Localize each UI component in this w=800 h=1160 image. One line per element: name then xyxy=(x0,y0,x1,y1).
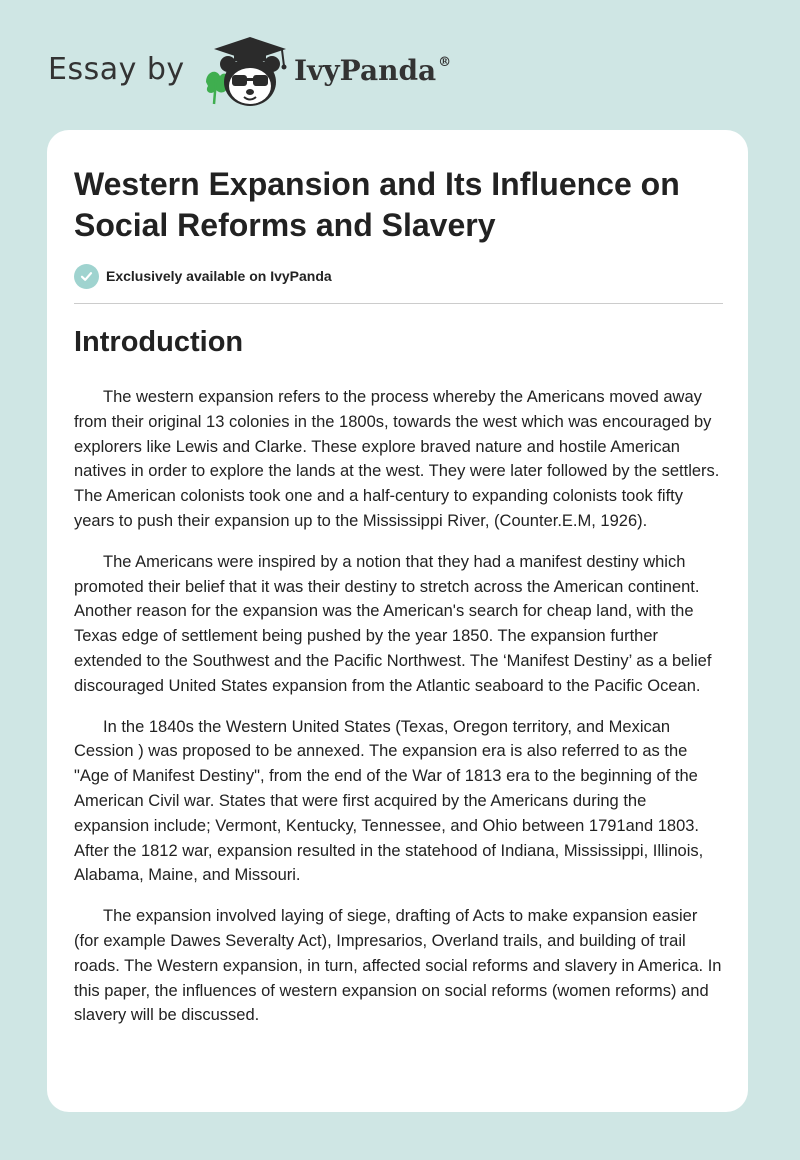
paragraph: The western expansion refers to the process whereby the Americans moved away from their original 13 colonies in the 1800s, towards the west which was encouraged by explorers like Lewis and Clarke. These explore braved nature and hostile American natives in order to explore the lands at the west. They were later followed by the settlers. The American colonists took one and a half-century to expanding colonists took fifty years to push their expansion up to the Mississippi River, (Counter.E.M, 1926). xyxy=(74,388,720,530)
site-header xyxy=(48,34,468,110)
paragraph: The Americans were inspired by a notion that they had a manifest destiny which promoted their belief that it was their destiny to stretch across the American continent. Another reason for the expansion was the American's search for cheap land, with the Texas edge of settlement being pushed by the year 1850. The expansion further extended to the Southwest and the Pacific Northwest. The ‘Manifest Destiny’ as a belief discouraged United States expansion from the Atlantic seaboard to the Pacific Ocean. xyxy=(74,552,712,695)
paragraph: In the 1840s the Western United States (Texas, Oregon territory, and Mexican Cession ) was proposed to be annexed. The expansion era is also referred to as the "Age of Manifest Destiny", from the end of the War of 1813 era to the beginning of the American Civil war. States that were first acquired by the Americans during the expansion include; Vermont, Kentucky, Tennessee, and Ohio between 1791and 1803. After the 1812 war, expansion resulted in the statehood of Indiana, Mississippi, Illinois, Alabama, Maine, and Missouri. xyxy=(74,717,704,885)
brand-name[interactable] xyxy=(294,54,451,87)
exclusive-badge-label: Exclusively available on IvyPanda xyxy=(106,268,332,284)
exclusive-badge xyxy=(74,263,332,289)
article-card xyxy=(47,130,748,1112)
paragraph: The expansion involved laying of siege, drafting of Acts to make expansion easier (for example Dawes Severalty Act), Impresarios, Overland trails, and building of trail roads. The Western expansion, in turn, affected social reforms and slavery in America. In this paper, the influences of western expansion on social reforms (women reforms) and slavery will be discussed. xyxy=(74,907,722,1025)
essay-by-label: Essay by xyxy=(48,52,185,87)
check-circle-icon xyxy=(74,264,99,289)
registered-mark: ® xyxy=(438,54,452,70)
article-body xyxy=(74,385,724,1044)
section-heading: Introduction xyxy=(74,326,244,358)
brand-name-text: IvyPanda xyxy=(294,54,437,87)
article-title: Western Expansion and Its Influence on Social Reforms and Slavery xyxy=(74,166,680,243)
title-divider xyxy=(74,303,723,304)
panda-graduate-logo-icon[interactable] xyxy=(200,34,300,110)
